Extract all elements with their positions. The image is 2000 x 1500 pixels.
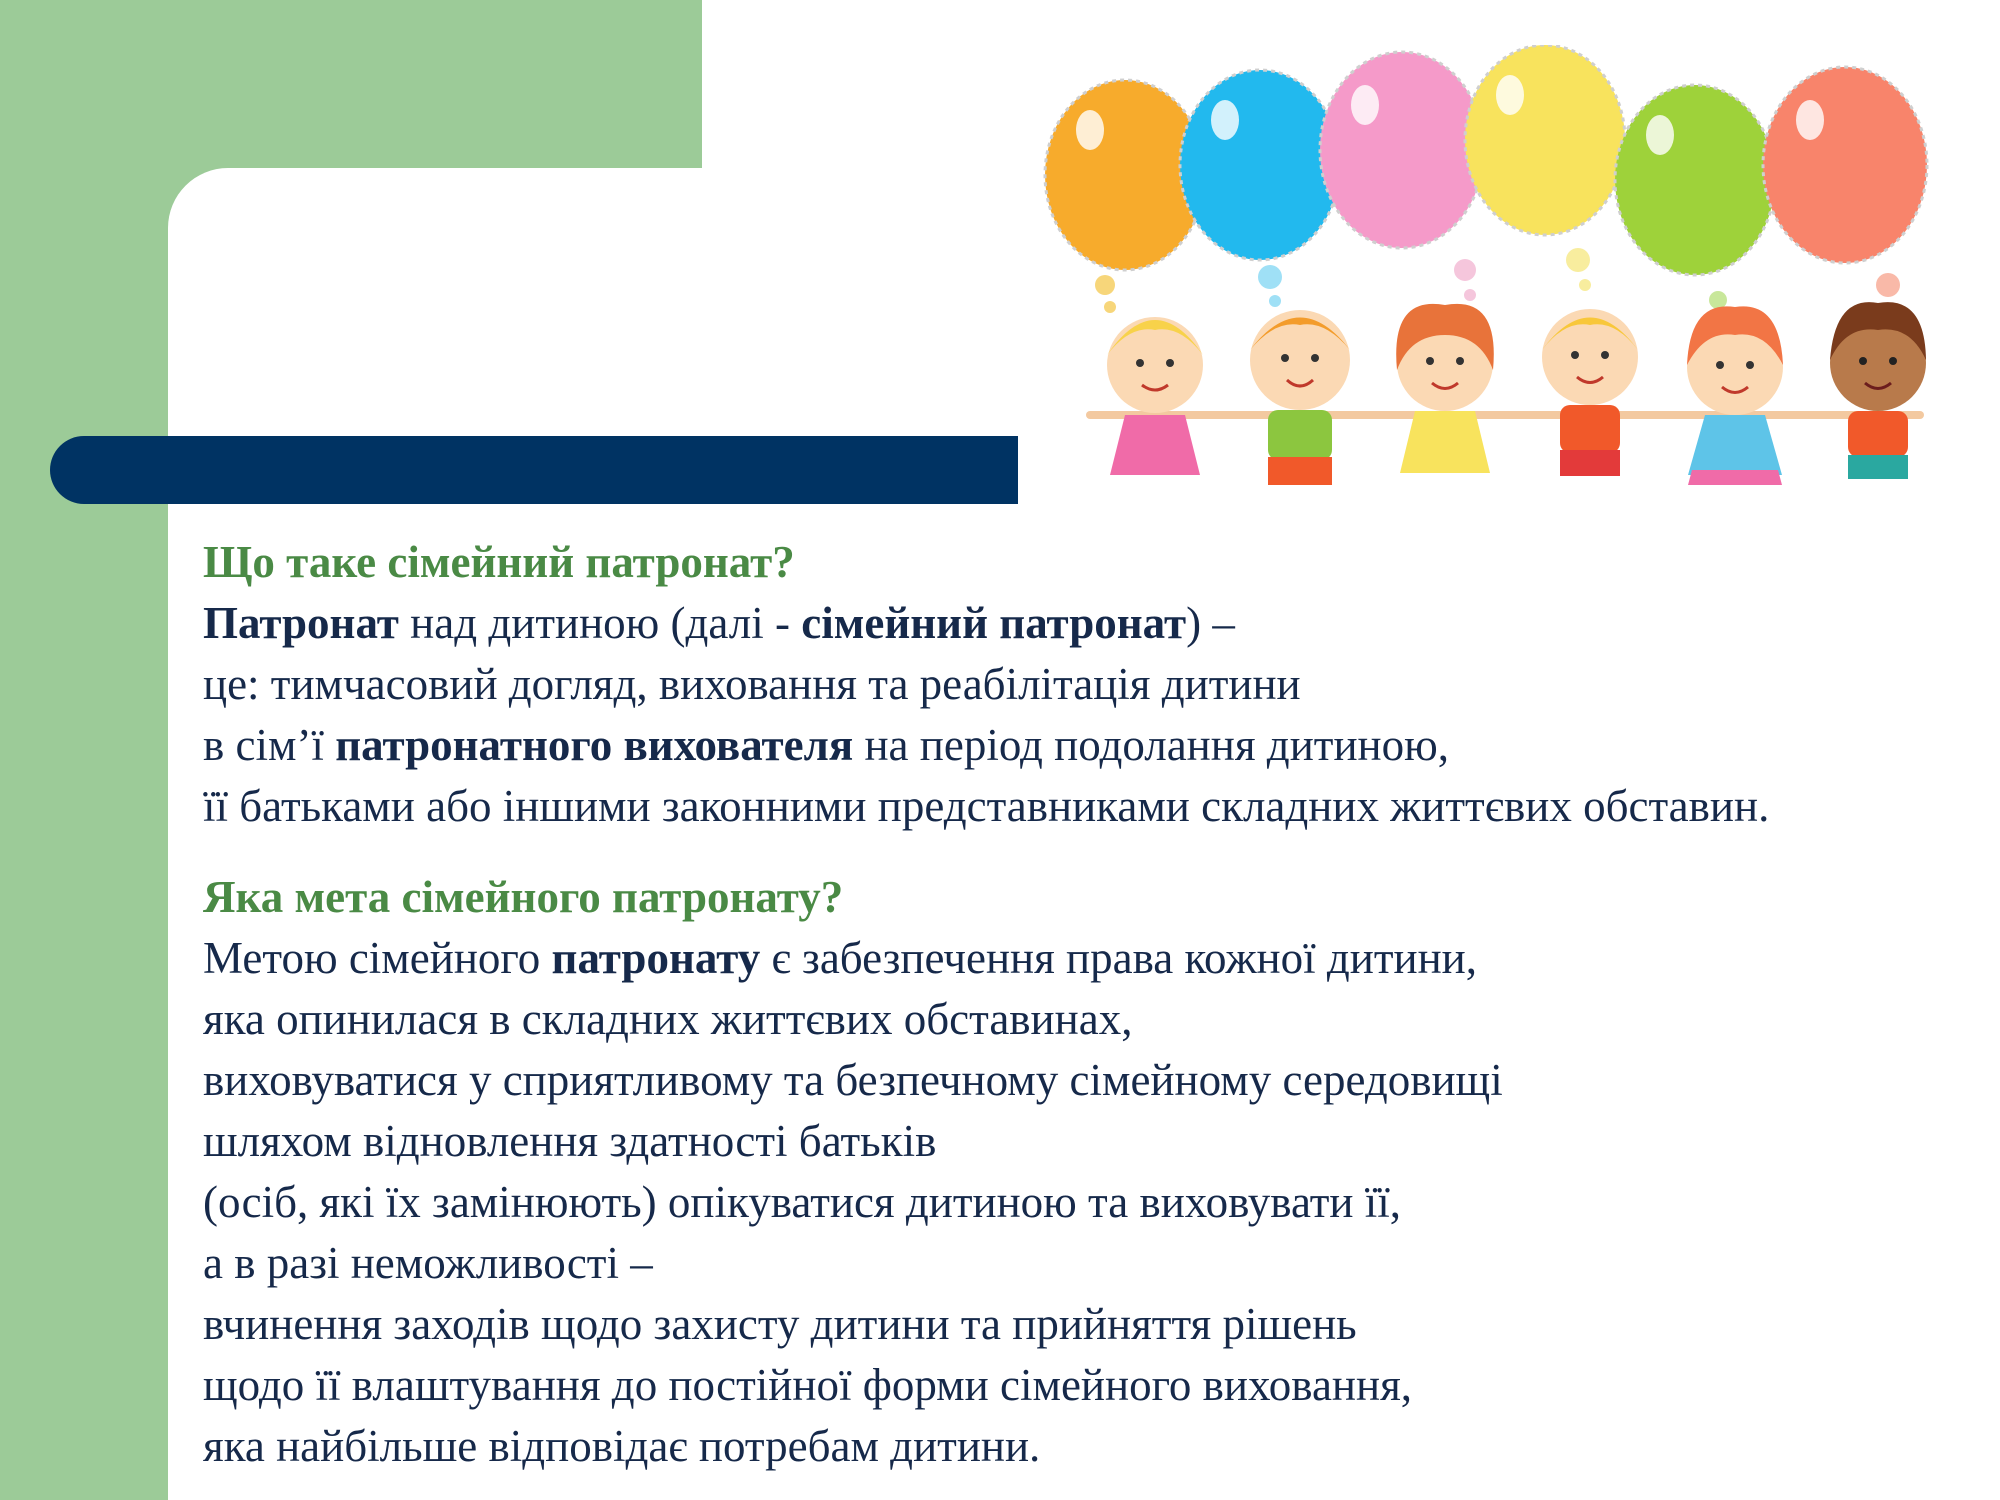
section2-line: а в разі неможливості – [203, 1238, 653, 1288]
section-gap [203, 837, 1983, 867]
section1-line2: це: тимчасовий догляд, виховання та реабілітація дитини [203, 659, 1301, 709]
section2-line: щодо її влаштування до постійної форми сімейного виховання, [203, 1360, 1413, 1410]
section1-heading: Що таке сімейний патронат? [203, 537, 795, 587]
balloons [1045, 45, 1927, 275]
thought-bubbles [1095, 248, 1900, 316]
section1-line1: Патронат над дитиною (далі - сімейний патронат) – [203, 598, 1235, 648]
section1-line4: її батьками або іншими законними представниками складних життєвих обставин. [203, 781, 1770, 831]
section2-heading: Яка мета сімейного патронату? [203, 872, 844, 922]
main-text [203, 532, 1983, 1477]
section2-line: (осіб, які їх замінюють) опікуватися дитиною та виховувати її, [203, 1177, 1402, 1227]
section2-line: яка найбільше відповідає потребам дитини. [203, 1421, 1041, 1471]
section2-line: шляхом відновлення здатності батьків [203, 1116, 937, 1166]
section2-line1: Метою сімейного патронату є забезпечення права кожної дитини, [203, 933, 1478, 983]
children-with-balloons-icon [1030, 45, 1980, 515]
children [1090, 302, 1926, 485]
section1-line3: в сім’ї патронатного вихователя на період подолання дитиною, [203, 720, 1449, 770]
section2-line: яка опинилася в складних життєвих обставинах, [203, 994, 1133, 1044]
section2-line: вчинення заходів щодо захисту дитини та прийняття рішень [203, 1299, 1357, 1349]
section2-line: виховуватися у сприятливому та безпечному сімейному середовищі [203, 1055, 1503, 1105]
navy-accent-bar [50, 436, 1018, 504]
